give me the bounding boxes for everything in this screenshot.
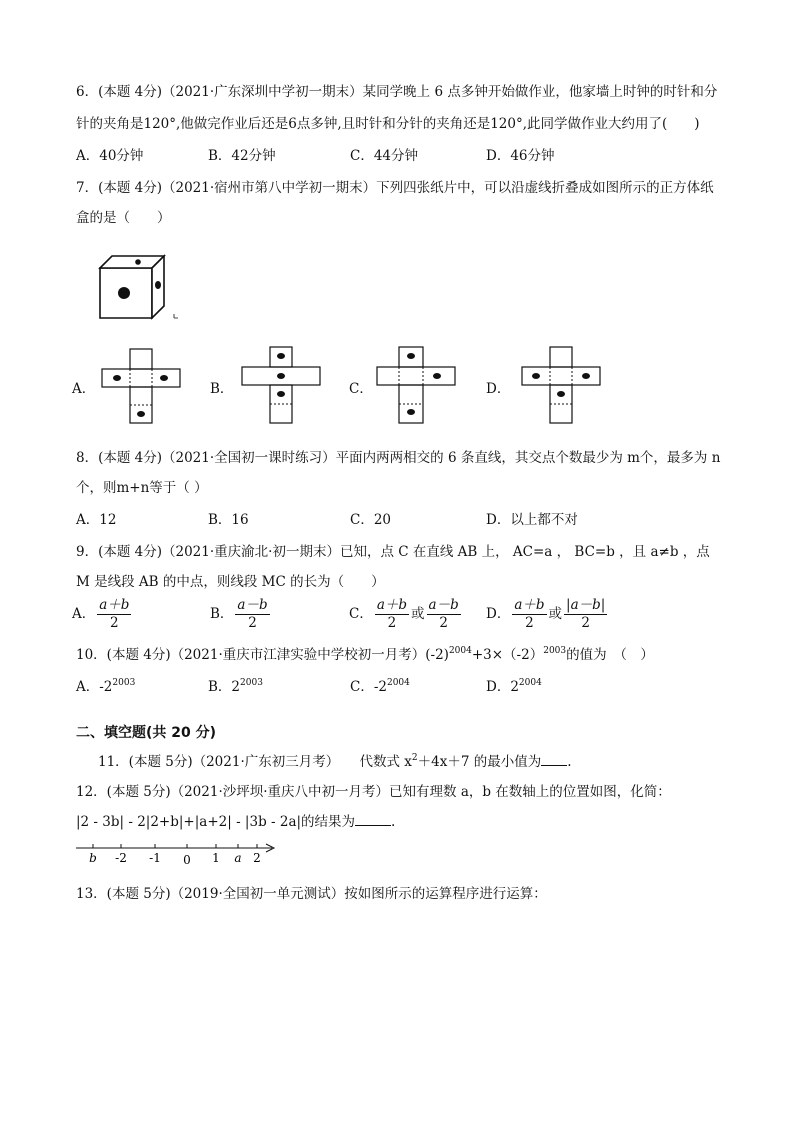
denominator: 2 <box>525 615 534 631</box>
q7-option-b[interactable]: B． <box>210 381 234 397</box>
q10-option-b[interactable] <box>208 675 263 695</box>
q7-option-d[interactable]: D． <box>486 381 511 397</box>
q10-line1 <box>76 643 654 663</box>
fraction <box>427 598 461 631</box>
q11-text-a: 11．(本题 5分)（2021·广东初三月考） 代数式 x <box>98 754 412 770</box>
q6-option-c[interactable]: C．44分钟 <box>350 148 419 164</box>
denominator: 2 <box>248 615 257 631</box>
axis-label-a: a <box>234 851 242 865</box>
q10-exponent-2: 2003 <box>543 646 567 656</box>
q6-option-d[interactable]: D．46分钟 <box>486 148 555 164</box>
q10-text-b: +3×（-2） <box>471 647 544 663</box>
number-line <box>72 842 282 868</box>
q12-line2 <box>76 810 395 830</box>
q11-exponent: 2 <box>411 753 418 763</box>
q9-option-a-label: A． <box>72 606 96 622</box>
q10-option-c-label: C．-2 <box>350 679 387 695</box>
q8-line1: 8．(本题 4分)（2021·全国初一课时练习）平面内两两相交的 6 条直线，其交点个数最少为 m个，最多为 n <box>76 450 721 466</box>
q6-option-a[interactable]: A．40分钟 <box>76 148 144 164</box>
q11-text-b: ＋4x＋7 的最小值为 <box>417 754 542 770</box>
q10-option-a[interactable] <box>76 675 135 695</box>
fraction <box>564 598 607 631</box>
q8-option-b[interactable]: B．16 <box>208 512 249 528</box>
q7-line2: 盒的是（ ） <box>76 210 171 226</box>
fraction <box>375 598 409 631</box>
numerator: a＋b <box>99 597 130 613</box>
fraction <box>512 598 546 631</box>
denominator: 2 <box>110 615 119 631</box>
axis-label-0: 0 <box>183 853 191 867</box>
net-a-figure[interactable] <box>100 348 184 426</box>
numerator: |a－b| <box>566 597 606 613</box>
q10-option-c-exponent: 2004 <box>386 678 410 688</box>
denominator: 2 <box>387 615 397 631</box>
q9-option-a[interactable] <box>72 598 133 631</box>
q12-line1: 12．(本题 5分)（2021·沙坪坝·重庆八中初一月考）已知有理数 a，b 在数轴上的位置如图，化简： <box>76 784 671 800</box>
q9-option-c-label: C． <box>349 606 373 622</box>
q8-option-d[interactable]: D．以上都不对 <box>486 512 578 528</box>
q10-text-a: 10．(本题 4分)（2021·重庆市江津实验中学校初一月考）(-2) <box>76 647 449 663</box>
axis-label-minus-2: -2 <box>115 851 127 865</box>
q12-expression: |2 - 3b| - 2|2+b|+|a+2| - |3b - 2a|的结果为 <box>76 814 356 830</box>
q9-option-c[interactable] <box>349 598 463 631</box>
q6-line1: 6．(本题 4分)（2021·广东深圳中学初一期末）某同学晚上 6 点多钟开始做作业，他家墙上时钟的时针和分 <box>76 84 718 100</box>
q10-text-c: 的值为 （ ） <box>566 647 654 663</box>
q10-option-d[interactable] <box>486 675 542 695</box>
q9-option-d-label: D． <box>486 606 511 622</box>
q10-option-d-label: D．2 <box>486 679 519 695</box>
q6-line2: 针的夹角是120°,他做完作业后还是6点多钟,且时针和分针的夹角还是120°,此同学做作业大约用了( ) <box>76 116 700 132</box>
q10-option-a-exponent: 2003 <box>112 678 136 688</box>
or-text: 或 <box>411 606 425 622</box>
numerator: a－b <box>237 597 268 613</box>
q9-option-b-label: B． <box>210 606 234 622</box>
section-title: 二、填空题(共 20 分) <box>76 725 217 741</box>
q7-option-a[interactable]: A． <box>72 381 96 397</box>
denominator: 2 <box>581 615 590 631</box>
axis-label-2: 2 <box>253 851 261 865</box>
q9-line1: 9．(本题 4分)（2021·重庆渝北·初一期末）已知，点 C 在直线 AB 上， AC=a ， BC=b ，且 a≠b ，点 <box>76 544 710 560</box>
fraction <box>235 598 269 631</box>
q10-option-a-label: A．-2 <box>76 679 113 695</box>
answer-blank[interactable] <box>541 753 567 766</box>
net-d-figure[interactable] <box>520 346 604 426</box>
numerator: a＋b <box>376 597 408 613</box>
q11-text-c: . <box>567 754 572 770</box>
q7-line1: 7．(本题 4分)（2021·宿州市第八中学初一期末）下列四张纸片中，可以沿虚线折叠成如图所示的正方体纸 <box>76 180 714 196</box>
net-b-figure[interactable] <box>240 346 324 426</box>
q13-line1: 13．(本题 5分)（2019·全国初一单元测试）按如图所示的运算程序进行运算： <box>76 886 547 902</box>
q8-line2: 个，则m+n等于（ ） <box>76 480 208 496</box>
or-text: 或 <box>548 606 563 622</box>
numerator: a＋b <box>514 597 545 613</box>
q9-line2: M 是线段 AB 的中点，则线段 MC 的长为（ ） <box>76 574 385 590</box>
q12-period: . <box>391 814 396 830</box>
q10-exponent-1: 2004 <box>448 646 472 656</box>
answer-blank[interactable] <box>355 813 391 826</box>
q6-option-b[interactable]: B．42分钟 <box>208 148 276 164</box>
q10-option-b-label: B．2 <box>208 679 241 695</box>
q9-option-d[interactable] <box>486 598 609 631</box>
q10-option-c[interactable] <box>350 675 410 695</box>
cube-figure <box>96 252 186 324</box>
numerator: a－b <box>428 597 459 613</box>
net-c-figure[interactable] <box>375 346 459 426</box>
q8-option-a[interactable]: A．12 <box>76 512 117 528</box>
q8-option-c[interactable]: C．20 <box>350 512 392 528</box>
axis-label-minus-1: -1 <box>149 851 161 865</box>
q11-line <box>98 750 572 770</box>
q7-option-c[interactable]: C． <box>349 381 373 397</box>
denominator: 2 <box>439 615 448 631</box>
axis-label-b: b <box>89 851 97 865</box>
q10-option-d-exponent: 2004 <box>518 678 542 688</box>
fraction <box>97 598 131 631</box>
axis-label-1: 1 <box>212 851 220 865</box>
q9-option-b[interactable] <box>210 598 272 631</box>
q10-option-b-exponent: 2003 <box>240 678 263 688</box>
